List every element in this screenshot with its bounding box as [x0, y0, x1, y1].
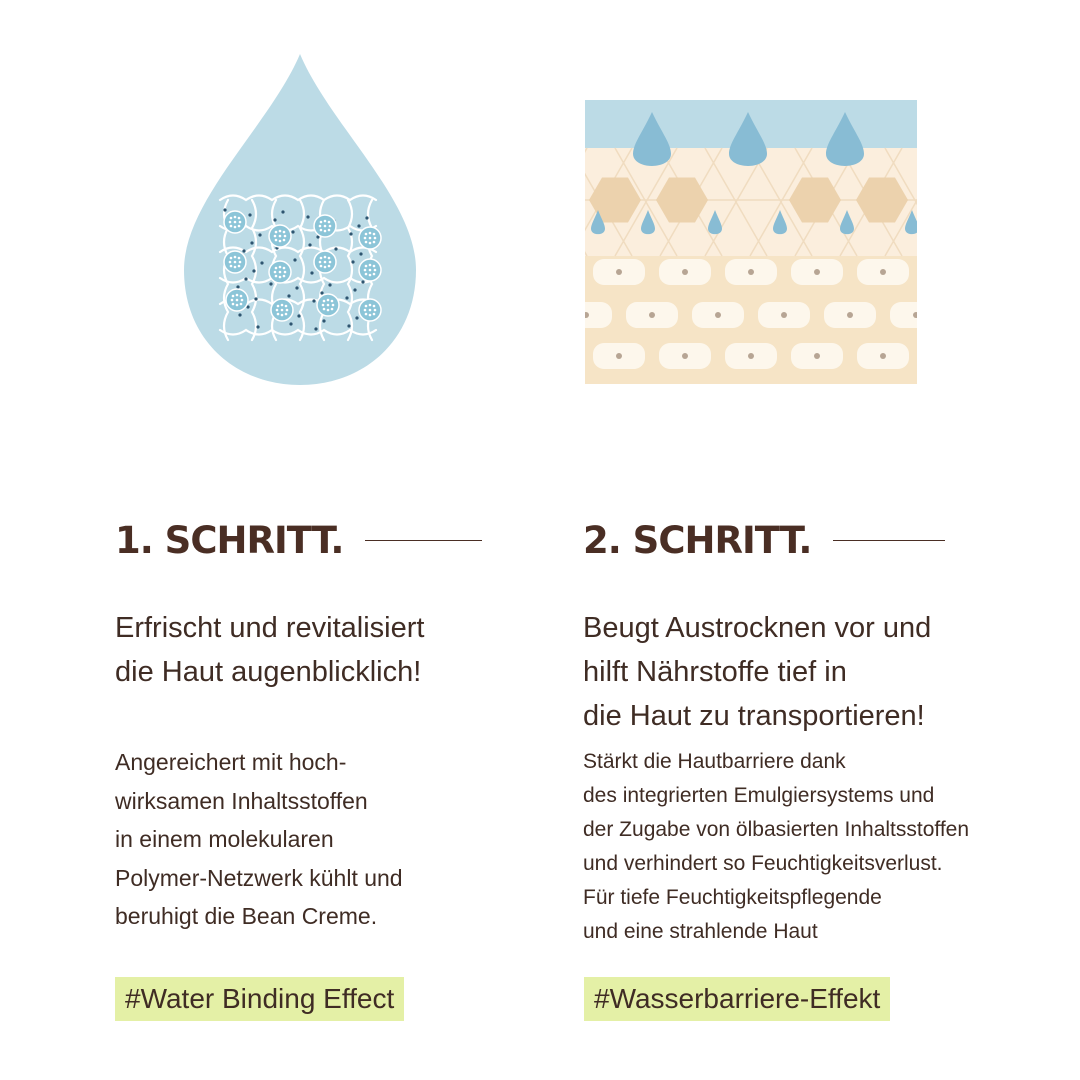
step-1-body-line: Angereichert mit hoch- [115, 749, 347, 775]
step-2-divider [833, 540, 945, 541]
step-2-body-line: und verhindert so Feuchtigkeitsverlust. [583, 852, 943, 875]
step-2-headline-line: hilft Nährstoffe tief in [583, 656, 847, 688]
step-1-body-line: beruhigt die Bean Creme. [115, 903, 378, 929]
skin-layers-barrier-icon [585, 100, 917, 384]
step-1-heading-row [115, 510, 515, 570]
step-2-body-line: und eine strahlende Haut [583, 920, 818, 943]
step-2-headline-line: die Haut zu transportieren! [583, 700, 925, 732]
step-2-body [583, 745, 1053, 949]
step-1-body-line: Polymer-Netzwerk kühlt und [115, 864, 403, 891]
step-2-hashtag: #Wasserbarriere-Effekt [584, 977, 890, 1021]
step-2-headline-line: Beugt Austrocknen vor und [583, 612, 932, 644]
step-1-body-line: in einem molekularen [115, 826, 334, 852]
step-1-title: 1. SCHRITT. [115, 518, 344, 562]
water-drop-polymer-network-icon [180, 50, 420, 390]
step-1-headline-line: die Haut augenblicklich! [115, 656, 422, 688]
step-2-heading-row [583, 510, 1053, 570]
step-2-headline [583, 606, 1053, 738]
step-1-headline [115, 606, 515, 694]
step-1-hashtag: #Water Binding Effect [115, 977, 404, 1021]
step-1-section [115, 510, 515, 936]
step-1-headline-line: Erfrischt und revitalisiert [115, 612, 425, 644]
step-2-body-line: des integrierten Emulgiersystems und [583, 784, 935, 807]
step-1-body-line: wirksamen Inhaltsstoffen [115, 787, 368, 814]
step-1-divider [365, 540, 482, 541]
step-2-body-line: Für tiefe Feuchtigkeitspflegende [583, 886, 882, 909]
step-2-section [583, 510, 1053, 949]
step-2-body-line: der Zugabe von ölbasierten Inhaltsstoffen [583, 818, 970, 841]
step-1-body [115, 743, 515, 936]
step-2-body-line: Stärkt die Hautbarriere dank [583, 750, 846, 773]
step-2-title: 2. SCHRITT. [583, 518, 812, 562]
